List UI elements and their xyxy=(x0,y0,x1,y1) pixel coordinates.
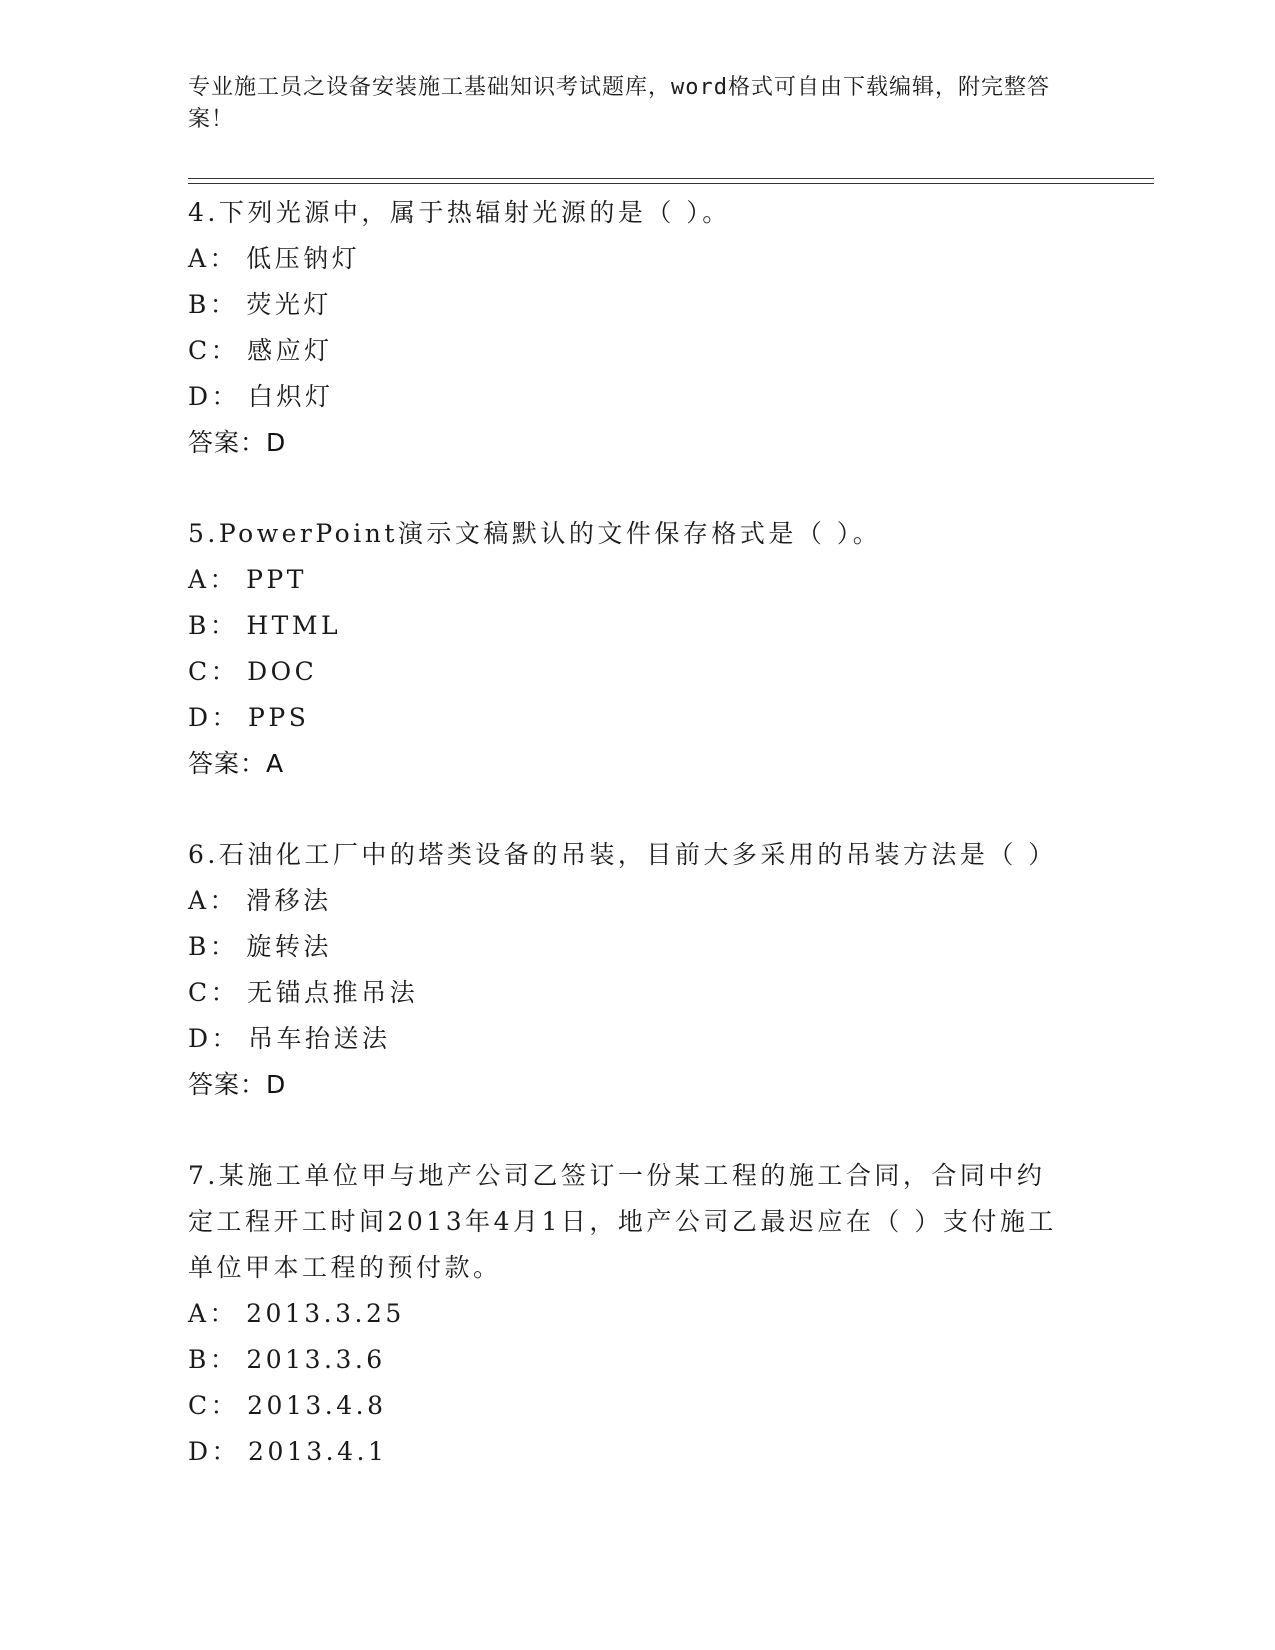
option-a xyxy=(188,1291,1088,1337)
question-stem: 6.石油化工厂中的塔类设备的吊装，目前大多采用的吊装方法是（ ） xyxy=(188,840,1057,869)
option-text: 无锚点推吊法 xyxy=(247,978,419,1007)
option-letter: A： xyxy=(188,1299,239,1328)
option-c xyxy=(188,649,1088,695)
option-d xyxy=(188,695,1088,741)
option-text: 2013.4.8 xyxy=(247,1391,387,1420)
option-c xyxy=(188,1383,1088,1429)
option-text: PPS xyxy=(248,703,310,732)
option-letter: C： xyxy=(188,978,240,1007)
option-letter: B： xyxy=(188,1345,239,1374)
answer-line: 答案：A xyxy=(188,749,285,778)
option-d xyxy=(188,1429,1088,1475)
question-5 xyxy=(188,511,1088,787)
option-letter: B： xyxy=(188,290,239,319)
option-letter: C： xyxy=(188,336,240,365)
document-header: 专业施工员之设备安装施工基础知识考试题库，word格式可自由下载编辑，附完整答案！ xyxy=(188,75,1050,132)
option-d xyxy=(188,374,1088,420)
answer-line: 答案：D xyxy=(188,428,287,457)
question-4 xyxy=(188,190,1088,466)
option-text: 低压钠灯 xyxy=(246,244,361,273)
option-letter: A： xyxy=(188,565,239,594)
option-b xyxy=(188,924,1088,970)
question-list xyxy=(188,190,1088,1520)
option-letter: C： xyxy=(188,657,240,686)
option-text: 滑移法 xyxy=(246,886,332,915)
option-letter: D： xyxy=(188,1437,241,1466)
option-c xyxy=(188,970,1088,1016)
option-letter: B： xyxy=(188,932,239,961)
question-stem: 7.某施工单位甲与地产公司乙签订一份某工程的施工合同，合同中约定工程开工时间2013年4月1日，地产公司乙最迟应在（ ）支付施工单位甲本工程的预付款。 xyxy=(188,1161,1057,1282)
answer-line: 答案：D xyxy=(188,1070,287,1099)
option-letter: C： xyxy=(188,1391,240,1420)
option-letter: A： xyxy=(188,244,239,273)
option-letter: D： xyxy=(188,703,241,732)
question-7 xyxy=(188,1153,1088,1475)
option-b xyxy=(188,282,1088,328)
option-text: 感应灯 xyxy=(247,336,333,365)
option-a xyxy=(188,557,1088,603)
question-6 xyxy=(188,832,1088,1108)
question-stem: 5.PowerPoint演示文稿默认的文件保存格式是（ ）。 xyxy=(188,519,882,548)
option-text: 白炽灯 xyxy=(248,382,334,411)
option-letter: B： xyxy=(188,611,239,640)
option-text: 2013.3.25 xyxy=(246,1299,405,1328)
option-c xyxy=(188,328,1088,374)
option-text: 荧光灯 xyxy=(246,290,332,319)
header-divider-bottom xyxy=(188,183,1154,184)
option-text: 2013.4.1 xyxy=(248,1437,388,1466)
option-b xyxy=(188,603,1088,649)
option-text: PPT xyxy=(246,565,307,594)
option-d xyxy=(188,1016,1088,1062)
option-text: HTML xyxy=(246,611,342,640)
option-letter: A： xyxy=(188,886,239,915)
option-text: 2013.3.6 xyxy=(246,1345,386,1374)
option-b xyxy=(188,1337,1088,1383)
option-letter: D： xyxy=(188,1024,241,1053)
option-letter: D： xyxy=(188,382,241,411)
option-text: 吊车抬送法 xyxy=(248,1024,391,1053)
option-text: DOC xyxy=(247,657,318,686)
option-text: 旋转法 xyxy=(246,932,332,961)
option-a xyxy=(188,878,1088,924)
option-a xyxy=(188,236,1088,282)
header-divider-top xyxy=(188,178,1154,179)
question-stem: 4.下列光源中，属于热辐射光源的是（ ）。 xyxy=(188,198,731,227)
